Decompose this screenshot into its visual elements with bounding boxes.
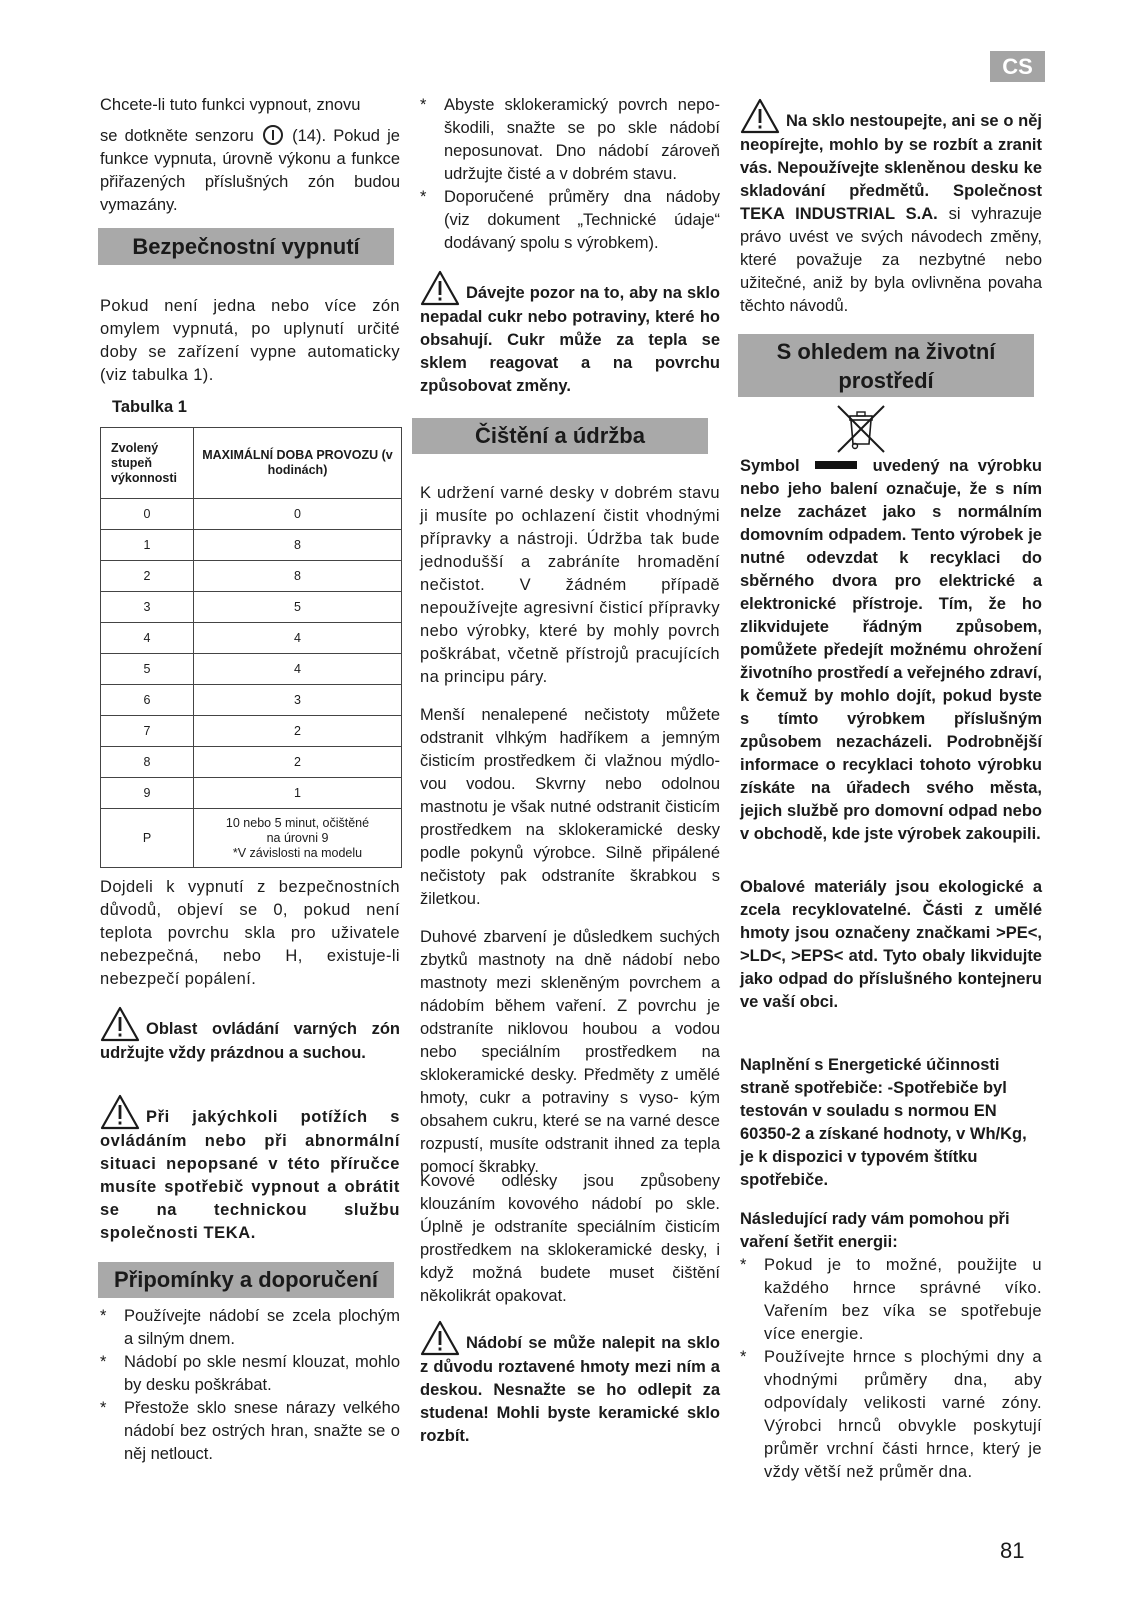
warning-controls-text: Oblast ovládání varných zón udržujte vždy prázdnou a suchou. [100, 1020, 400, 1062]
warning-malfunction-text: Při jakýchkoli potížích s ovládáním nebo při abnormální situaci nepopsané v této příručce musíte spotřebič vypnout a obrátit se na technickou službu společnosti TEKA. [100, 1108, 400, 1242]
warning-glass-rest: si vyhrazuje právo uvést ve svých návodech změny, které považuje za nezbytné nebo užitečné, aniž by byla ovlivněna povaha těchto návodů. [740, 205, 1042, 315]
warning-triangle-icon [420, 1320, 460, 1356]
cell-hours: 8 [194, 530, 402, 561]
warning-stick-text: Nádobí se může nalepit na sklo z důvodu roztavené hmoty mezi ním a deskou. Nesnažte se ho odlepit za studena! Mohli byste keramické sklo rozbít. [420, 1334, 720, 1445]
cell-hours: 5 [194, 592, 402, 623]
warning-malfunction [100, 1094, 400, 1245]
warning-sugar-text: Dávejte pozor na to, aby na sklo nepadal cukr nebo potraviny, které ho obsahují. Cukr může za tepla se sklem reagovat a na povrchu způsobovat změny. [420, 284, 720, 395]
table-row [101, 716, 402, 747]
cell-level: 8 [101, 747, 194, 778]
warning-triangle-icon [420, 270, 460, 306]
intro-paragraph [100, 125, 400, 217]
table-row [101, 561, 402, 592]
cell-level: 2 [101, 561, 194, 592]
page-number: 81 [1000, 1538, 1025, 1563]
energy-tips-list [740, 1254, 1042, 1484]
para-clean-2: Menší nenalepené nečistoty můžete odstranit vlhkým hadříkem a jemným čisticím prostředkem či vlažnou mýdlo- vou vodou. Skvrny nebo odolnou mastnotu je však nutné odstranit čisticím prostředkem na sklokeramické desky podle pokynů výrobce. Silně připálené nečistoty pak odstraníte škrabkou s žiletkou. [420, 706, 720, 908]
cell-level: 7 [101, 716, 194, 747]
cell-line: na úrovni 9 [266, 830, 329, 845]
cell-hours: 3 [194, 685, 402, 716]
cell-level: 6 [101, 685, 194, 716]
warning-triangle-icon [100, 1094, 140, 1130]
para-safety: Pokud není jedna nebo více zón omylem vypnutá, po uplynutí určité doby se zařízení vypne automaticky (viz tabulka 1). [100, 297, 400, 384]
lock-sensor-icon [263, 125, 283, 145]
list-item: * Abyste sklokeramický povrch nepo-škodili, snažte se po skle nádobí neposunovat. Dno nádobí zároveň udržujte čisté a v dobrém stavu. [420, 94, 720, 186]
para-packaging: Obalové materiály jsou ekologické a zcela recyklovatelné. Části z umělé hmoty jsou označeny značkami >PE<, >LD<, >EPS< atd. Tyto obaly likvidujte jako odpad do příslušného kontejneru ve vaší obci. [740, 878, 1042, 1011]
table-row [101, 623, 402, 654]
para-clean-1: K udržení varné desky v dobrém stavu ji musíte po ochlazení čistit vhodnými přípravky a nástroji. Údržba tak bude jednodušší a zabráníte hromadění nečistot. V žádném případě nepoužívejte agresivní čisticí přípravky nebo výrobky, které by mohly povrch poškrábat, včetně přístrojů pracujících na principu páry. [420, 484, 720, 686]
para-tips-intro: Následující rady vám pomohou při vaření šetřit energii: [740, 1210, 1010, 1251]
table-row [101, 530, 402, 561]
table-row [101, 499, 402, 530]
cell-level: P [101, 809, 194, 868]
heading-environment: S ohledem na životní prostředí [738, 334, 1034, 397]
tips-list-continued [420, 94, 720, 255]
warning-controls [100, 1006, 400, 1065]
heading-safety-shutoff: Bezpečnostní vypnutí [98, 228, 394, 265]
shutoff-table [100, 427, 402, 868]
heading-cleaning: Čištění a údržba [412, 418, 708, 454]
warning-glass [740, 98, 1042, 318]
black-bar-symbol [815, 461, 857, 469]
warning-glass-bold: Na sklo nestoupejte, ani se o něj neopírejte, mohlo by se rozbít a zranit vás. Nepoužívejte skleněnou desku ke skladování předmětů. Společnost TEKA INDUSTRIAL S.A. [740, 112, 1042, 223]
cell-level: 0 [101, 499, 194, 530]
cell-hours: 4 [194, 654, 402, 685]
warning-sugar [420, 270, 720, 398]
cell-level: 4 [101, 623, 194, 654]
cell-hours [194, 809, 402, 868]
list-item: * Pokud je to možné, použijte u každého hrnce správné víko. Vařením bez víka se spotřebuje více energie. [740, 1254, 1042, 1346]
table-header-level: Zvolený stupeň výkonnosti [101, 428, 194, 499]
cell-line: *V závislosti na modelu [232, 845, 363, 860]
list-item: * Používejte nádobí se zcela plochým a silným dnem. [100, 1305, 400, 1351]
para-energy: Naplnění s Energetické účinnosti straně spotřebiče: -Spotřebiče byl testován v souladu s normou EN 60350-2 a získané hodnoty, v Wh/Kg, je k dispozici v typovém štítku spotřebiče. [740, 1056, 1027, 1189]
table-row [101, 592, 402, 623]
para-clean-3: Duhové zbarvení je důsledkem suchých zbytků mastnoty na dně nádobí nebo mastnoty mezi skleněným povrchem a nádobím během vaření. Z povrchu je odstraníte niklovou houbou a vodou nebo speciálním prostředkem na sklokeramické desky. Předměty z umělé hmoty, cukr a potraviny s vyso- kým obsahem cukru, které se na varné desce rozpustí, musíte odstranit ihned za tepla pomocí škrabky. [420, 928, 720, 1176]
list-item: * Nádobí po skle nesmí klouzat, mohlo by desku poškrábat. [100, 1351, 400, 1397]
cell-level: 9 [101, 778, 194, 809]
table-row [101, 654, 402, 685]
list-item: * Přestože sklo snese nárazy velkého nádobí bez ostrých hran, snažte se o něj netlouct. [100, 1397, 400, 1466]
table-row-last [101, 809, 402, 868]
table-header-row [101, 428, 402, 499]
para-weee-text: uvedený na výrobku nebo jeho balení označuje, že s ním nelze zacházet jako s normálním domovním odpadem. Tento výrobek je nutné odevzdat k recyklaci do sběrného dvora pro elektrické a elektronické přístroje. Tím, že ho zlikvidujete řádným způsobem, pomůžete předejít možnému ohrožení životního prostředí a veřejného zdraví, k čemuž by mohlo dojít, pokud byste s tímto výrobkem příslušným způsobem nezacházeli. Podrobnější informace o recyklaci tohoto výrobku získáte na úřadech svého města, jejich službě pro domovní odpad nebo v obchodě, kde jste výrobek zakoupili. [740, 457, 1042, 843]
symbol-word: Symbol [740, 457, 800, 475]
warning-triangle-icon [740, 98, 780, 134]
intro-line-1: Chcete-li tuto funkci vypnout, znovu [100, 96, 361, 114]
cell-line: 10 nebo 5 minut, očištěné [225, 815, 370, 830]
cell-hours: 1 [194, 778, 402, 809]
heading-tips: Připomínky a doporučení [98, 1262, 394, 1298]
tips-list [100, 1305, 400, 1466]
cell-level: 1 [101, 530, 194, 561]
warning-triangle-icon [100, 1006, 140, 1042]
cell-hours: 2 [194, 747, 402, 778]
warning-stick [420, 1320, 720, 1448]
table-header-time: MAXIMÁLNÍ DOBA PROVOZU (v hodinách) [194, 428, 402, 499]
para-clean-4: Kovové odlesky jsou způsobeny klouzáním kovového nádobí po skle. Úplně je odstraníte speciálním čisticím prostředkem na sklokeramické desky, i když možná budete muset čištění několikrát opakovat. [420, 1172, 720, 1305]
para-zero-h: Dojdeli k vypnutí z bezpečnostních důvodů, objeví se 0, pokud není teplota povrchu skla pro uživatele nebezpečná, nebo H, existuje-li nebezpečí popálení. [100, 878, 400, 988]
cell-hours: 8 [194, 561, 402, 592]
crossed-bin-icon [834, 404, 888, 454]
list-item: * Používejte hrnce s plochými dny a vhodnými průměry dna, aby odpovídaly velikosti varné zóny. Výrobci hrnců obvykle poskytují průměr vrchní části hrnce, který je vždy větší než průměr dna. [740, 1346, 1042, 1484]
cell-hours: 2 [194, 716, 402, 747]
intro-line-2b: (14). Pokud je funkce vypnuta, úrovně výkonu a funkce přiřazených příslušných zón budou vymazány. [100, 127, 400, 214]
table-row [101, 747, 402, 778]
list-item: * Doporučené průměry dna nádoby (viz dokument „Technické údaje“ dodávaný spolu s výrobkem). [420, 186, 720, 255]
table-title: Tabulka 1 [112, 398, 187, 416]
cell-hours: 4 [194, 623, 402, 654]
table-row [101, 778, 402, 809]
cell-hours: 0 [194, 499, 402, 530]
cell-level: 5 [101, 654, 194, 685]
table-row [101, 685, 402, 716]
para-weee [740, 455, 1042, 846]
language-tag: CS [990, 51, 1045, 82]
cell-level: 3 [101, 592, 194, 623]
intro-line-2a: se dotkněte senzoru [100, 127, 254, 145]
